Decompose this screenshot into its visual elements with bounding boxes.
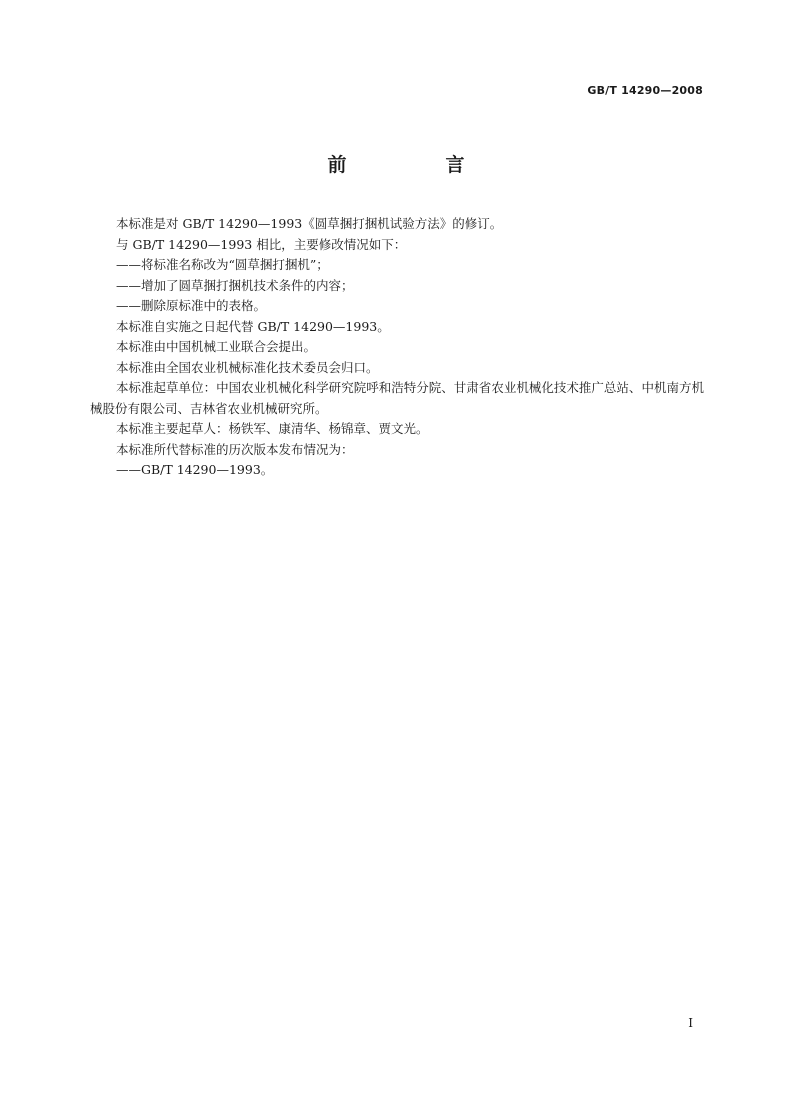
- paragraph-centralized-by: 本标准由全国农业机械标准化技术委员会归口。: [116, 359, 379, 375]
- page-number: I: [688, 1016, 693, 1030]
- standard-code: GB/T 14290—2008: [587, 84, 703, 97]
- paragraph-replaces: 本标准自实施之日起代替 GB/T 14290—1993。: [116, 318, 390, 334]
- paragraph-change-name: ——将标准名称改为“圆草捆打捆机”；: [116, 257, 329, 272]
- paragraph-proposed-by: 本标准由中国机械工业联合会提出。: [116, 339, 317, 354]
- paragraph-drafters: 本标准主要起草人：杨铁军、康清华、杨锦章、贾文光。: [116, 421, 429, 436]
- foreword-body: [90, 214, 704, 481]
- page-title: 前 言: [327, 154, 505, 176]
- paragraph-revision: 本标准是对 GB/T 14290—1993《圆草捆打捆机试验方法》的修订。: [116, 216, 503, 231]
- paragraph-change-added: ——增加了圆草捆打捆机技术条件的内容；: [116, 277, 354, 293]
- paragraph-change-deleted: ——删除原标准中的表格。: [116, 298, 267, 313]
- paragraph-history-intro: 本标准所代替标准的历次版本发布情况为：: [116, 441, 354, 457]
- paragraph-history-item: ——GB/T 14290—1993。: [116, 462, 274, 477]
- paragraph-changes-intro: 与 GB/T 14290—1993 相比，主要修改情况如下：: [116, 236, 407, 252]
- paragraph-drafting-units: 本标准起草单位：中国农业机械化科学研究院呼和浩特分院、甘肃省农业机械化技术推广总站、中机南方机械股份有限公司、吉林省农业机械研究所。: [90, 380, 704, 416]
